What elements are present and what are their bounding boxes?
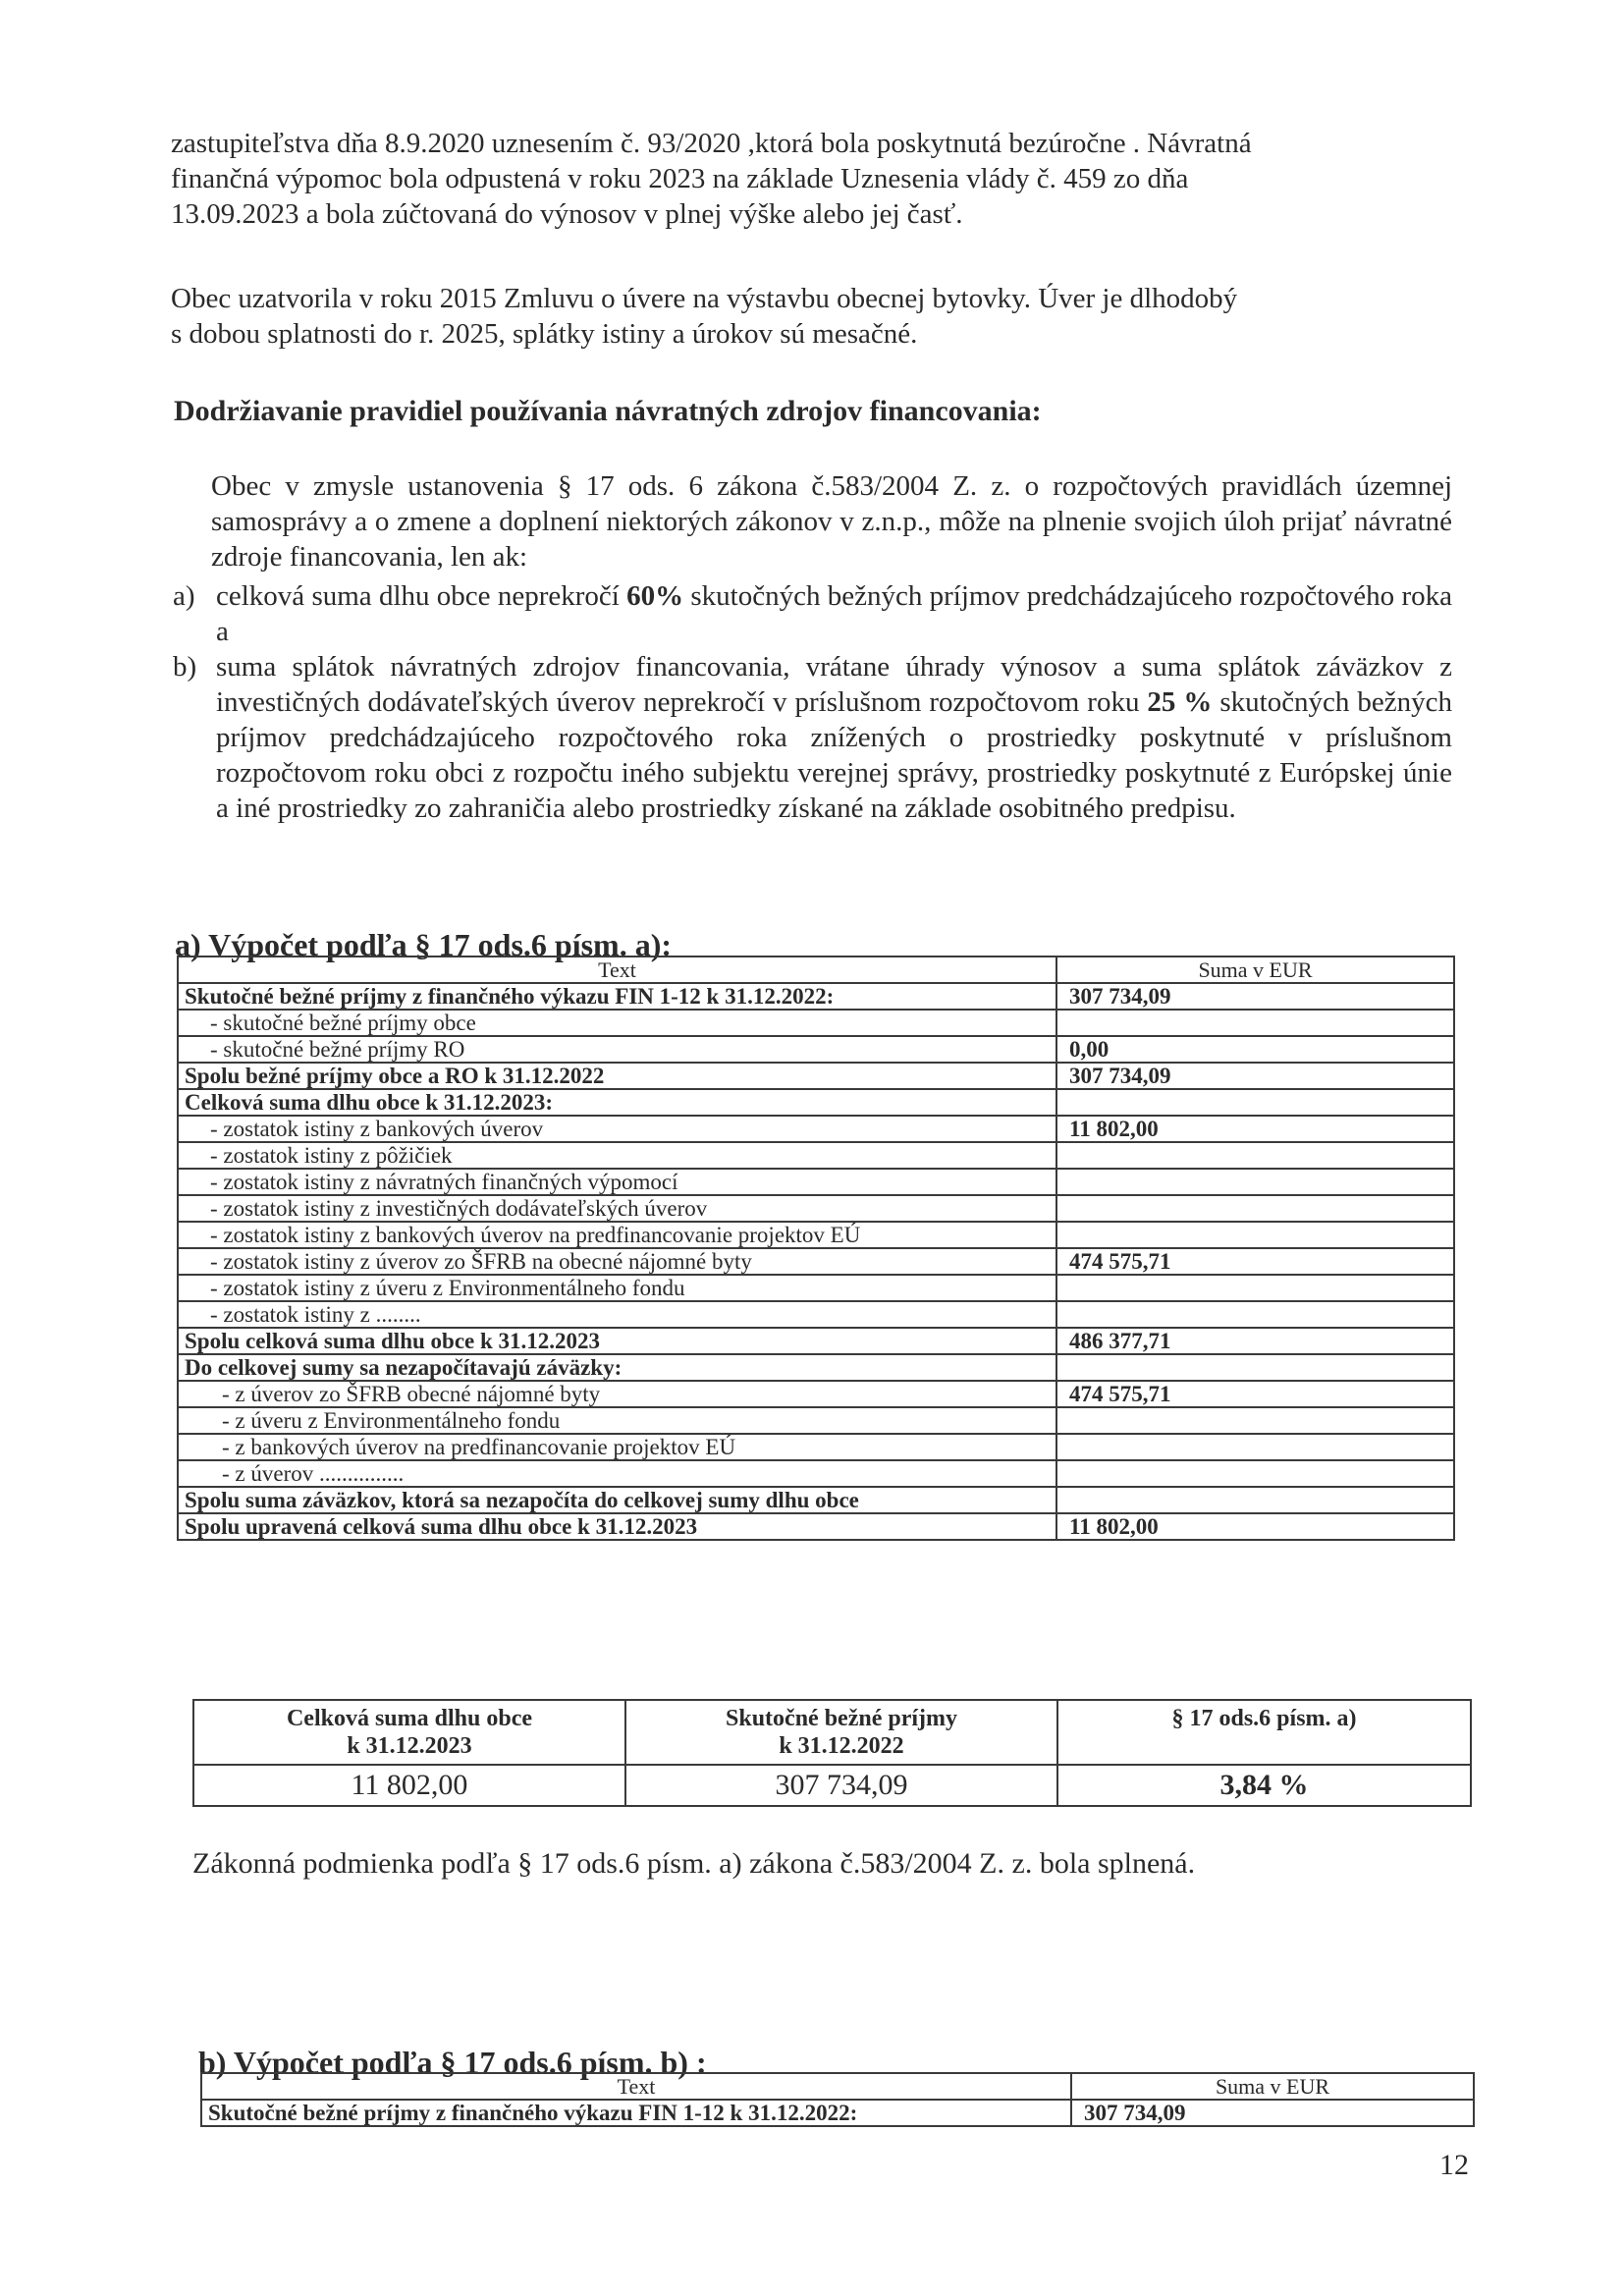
conclusion-text: Zákonná podmienka podľa § 17 ods.6 písm. a) zákona č.583/2004 Z. z. bola splnená. bbox=[192, 1847, 1196, 1880]
row-value bbox=[1056, 1487, 1454, 1513]
column-header-sum: Suma v EUR bbox=[1071, 2073, 1474, 2100]
table-row bbox=[178, 1222, 1454, 1248]
table-row bbox=[178, 1089, 1454, 1116]
table-header-row bbox=[201, 2073, 1474, 2100]
row-label: - skutočné bežné príjmy RO bbox=[178, 1036, 1056, 1063]
row-label: Skutočné bežné príjmy z finančného výkazu FIN 1-12 k 31.12.2022: bbox=[178, 983, 1056, 1010]
row-value bbox=[1056, 1222, 1454, 1248]
row-label: Celková suma dlhu obce k 31.12.2023: bbox=[178, 1089, 1056, 1116]
row-value: 474 575,71 bbox=[1056, 1248, 1454, 1275]
summary-header-ratio: § 17 ods.6 písm. a) bbox=[1057, 1700, 1471, 1765]
table-row bbox=[178, 1195, 1454, 1222]
intro-line: zastupiteľstva dňa 8.9.2020 uznesením č. 93/2020 ,ktorá bola poskytnutá bezúročne . Návratná bbox=[171, 128, 1252, 159]
row-value bbox=[1056, 1010, 1454, 1036]
row-label: Spolu celková suma dlhu obce k 31.12.2023 bbox=[178, 1328, 1056, 1354]
condition-a bbox=[173, 578, 1452, 649]
row-value bbox=[1056, 1195, 1454, 1222]
row-value bbox=[1056, 1142, 1454, 1169]
table-row bbox=[178, 1063, 1454, 1089]
summary-ratio-value: 3,84 % bbox=[1057, 1765, 1471, 1806]
row-label: Spolu bežné príjmy obce a RO k 31.12.2022 bbox=[178, 1063, 1056, 1089]
row-label: - zostatok istiny z bankových úverov na predfinancovanie projektov EÚ bbox=[178, 1222, 1056, 1248]
summary-value-row bbox=[193, 1765, 1471, 1806]
intro-line: 13.09.2023 a bola zúčtovaná do výnosov v plnej výške alebo jej časť. bbox=[171, 198, 963, 230]
row-value: 11 802,00 bbox=[1056, 1116, 1454, 1142]
section-a-title: a) Výpočet podľa § 17 ods.6 písm. a): bbox=[175, 927, 672, 962]
row-value bbox=[1056, 1407, 1454, 1434]
condition-threshold: 60% bbox=[626, 580, 684, 612]
table-row bbox=[201, 2100, 1474, 2126]
row-label: Skutočné bežné príjmy z finančného výkazu FIN 1-12 k 31.12.2022: bbox=[201, 2100, 1071, 2126]
condition-b bbox=[173, 649, 1452, 826]
row-value: 307 734,09 bbox=[1056, 1063, 1454, 1089]
row-value bbox=[1056, 1089, 1454, 1116]
section-b-table-body bbox=[201, 2100, 1474, 2126]
section-a-table-body bbox=[178, 983, 1454, 1540]
column-header-text: Text bbox=[178, 957, 1056, 983]
row-value: 0,00 bbox=[1056, 1036, 1454, 1063]
row-label: - zostatok istiny z investičných dodávateľských úverov bbox=[178, 1195, 1056, 1222]
section-b-table bbox=[200, 2072, 1475, 2127]
table-row bbox=[178, 1142, 1454, 1169]
row-label: - zostatok istiny z pôžičiek bbox=[178, 1142, 1056, 1169]
rules-intro: Obec v zmysle ustanovenia § 17 ods. 6 zákona č.583/2004 Z. z. o rozpočtových pravidlách územnej samosprávy a o zmene a doplnení niektorých zákonov v z.n.p., môže na plnenie svojich úloh prijať návratné zdroje financovania, len ak: bbox=[211, 470, 1452, 573]
row-value: 307 734,09 bbox=[1056, 983, 1454, 1010]
row-value bbox=[1056, 1301, 1454, 1328]
table-row bbox=[178, 1381, 1454, 1407]
table-row bbox=[178, 1487, 1454, 1513]
summary-header-income bbox=[625, 1700, 1057, 1765]
row-label: - zostatok istiny z návratných finančných výpomocí bbox=[178, 1169, 1056, 1195]
table-header-row bbox=[178, 957, 1454, 983]
row-value: 486 377,71 bbox=[1056, 1328, 1454, 1354]
table-row bbox=[178, 1116, 1454, 1142]
loan-line: Obec uzatvorila v roku 2015 Zmluvu o úvere na výstavbu obecnej bytovky. Úver je dlhodobý bbox=[171, 283, 1238, 314]
summary-header-line: Skutočné bežné príjmy bbox=[726, 1706, 957, 1731]
table-row bbox=[178, 1010, 1454, 1036]
intro-line: finančná výpomoc bola odpustená v roku 2023 na základe Uznesenia vlády č. 459 zo dňa bbox=[171, 163, 1189, 194]
row-value bbox=[1056, 1460, 1454, 1487]
row-label: - z úveru z Environmentálneho fondu bbox=[178, 1407, 1056, 1434]
row-label: - zostatok istiny z bankových úverov bbox=[178, 1116, 1056, 1142]
condition-marker: b) bbox=[173, 651, 197, 683]
table-row bbox=[178, 1460, 1454, 1487]
table-row bbox=[178, 1328, 1454, 1354]
row-label: Spolu upravená celková suma dlhu obce k 31.12.2023 bbox=[178, 1513, 1056, 1540]
summary-header-row bbox=[193, 1700, 1471, 1765]
table-row bbox=[178, 1248, 1454, 1275]
row-label: - z úverov ............... bbox=[178, 1460, 1056, 1487]
row-label: - skutočné bežné príjmy obce bbox=[178, 1010, 1056, 1036]
table-row bbox=[178, 1434, 1454, 1460]
summary-header-line: k 31.12.2023 bbox=[347, 1733, 472, 1759]
condition-text: skutočných bežných príjmov predchádzajúceho rozpočtového roka a bbox=[216, 580, 1452, 647]
table-row bbox=[178, 1169, 1454, 1195]
row-value bbox=[1056, 1434, 1454, 1460]
summary-header-line: Celková suma dlhu obce bbox=[286, 1706, 533, 1731]
row-value: 11 802,00 bbox=[1056, 1513, 1454, 1540]
table-row bbox=[178, 1407, 1454, 1434]
condition-text: skutočných bežných príjmov predchádzajúceho rozpočtového roka znížených o prostriedky poskytnuté v príslušnom rozpočtovom roku obci z rozpočtu iného subjektu verejnej správy, prostriedky poskytnuté z Európskej únie a iné prostriedky zo zahraničia alebo prostriedky získané na základe osobitného predpisu. bbox=[216, 686, 1453, 824]
summary-header-debt bbox=[193, 1700, 625, 1765]
table-row bbox=[178, 983, 1454, 1010]
row-label: - z bankových úverov na predfinancovanie projektov EÚ bbox=[178, 1434, 1056, 1460]
summary-table bbox=[192, 1699, 1472, 1807]
table-row bbox=[178, 1513, 1454, 1540]
table-row bbox=[178, 1275, 1454, 1301]
section-b-title: b) Výpočet podľa § 17 ods.6 písm. b) : bbox=[198, 2045, 707, 2080]
row-value: 474 575,71 bbox=[1056, 1381, 1454, 1407]
row-value bbox=[1056, 1275, 1454, 1301]
intro-paragraph bbox=[171, 126, 1452, 232]
page-number: 12 bbox=[1439, 2149, 1469, 2181]
table-row bbox=[178, 1036, 1454, 1063]
row-label: Spolu suma záväzkov, ktorá sa nezapočíta do celkovej sumy dlhu obce bbox=[178, 1487, 1056, 1513]
condition-text: celková suma dlhu obce neprekročí bbox=[216, 580, 627, 612]
row-label: - zostatok istiny z ........ bbox=[178, 1301, 1056, 1328]
column-header-sum: Suma v EUR bbox=[1056, 957, 1454, 983]
condition-marker: a) bbox=[173, 580, 195, 612]
condition-threshold: 25 % bbox=[1147, 686, 1213, 718]
condition-text: suma splátok návratných zdrojov financovania, vrátane úhrady výnosov a suma splátok záväzkov z investičných dodávateľských úverov neprekročí v príslušnom rozpočtovom roku bbox=[216, 651, 1452, 718]
summary-debt-value: 11 802,00 bbox=[193, 1765, 625, 1806]
row-value: 307 734,09 bbox=[1071, 2100, 1474, 2126]
conditions-list bbox=[173, 578, 1452, 826]
row-label: Do celkovej sumy sa nezapočítavajú záväzky: bbox=[178, 1354, 1056, 1381]
rules-heading: Dodržiavanie pravidiel používania návratných zdrojov financovania: bbox=[174, 395, 1042, 427]
row-label: - zostatok istiny z úveru z Environmentálneho fondu bbox=[178, 1275, 1056, 1301]
row-label: - z úverov zo ŠFRB obecné nájomné byty bbox=[178, 1381, 1056, 1407]
table-row bbox=[178, 1301, 1454, 1328]
row-label: - zostatok istiny z úverov zo ŠFRB na obecné nájomné byty bbox=[178, 1248, 1056, 1275]
loan-line: s dobou splatnosti do r. 2025, splátky istiny a úrokov sú mesačné. bbox=[171, 318, 918, 350]
column-header-text: Text bbox=[201, 2073, 1071, 2100]
summary-header-line: k 31.12.2022 bbox=[779, 1733, 904, 1759]
section-a-table bbox=[177, 956, 1455, 1541]
row-value bbox=[1056, 1354, 1454, 1381]
row-value bbox=[1056, 1169, 1454, 1195]
loan-paragraph bbox=[171, 281, 1452, 352]
summary-income-value: 307 734,09 bbox=[625, 1765, 1057, 1806]
table-row bbox=[178, 1354, 1454, 1381]
